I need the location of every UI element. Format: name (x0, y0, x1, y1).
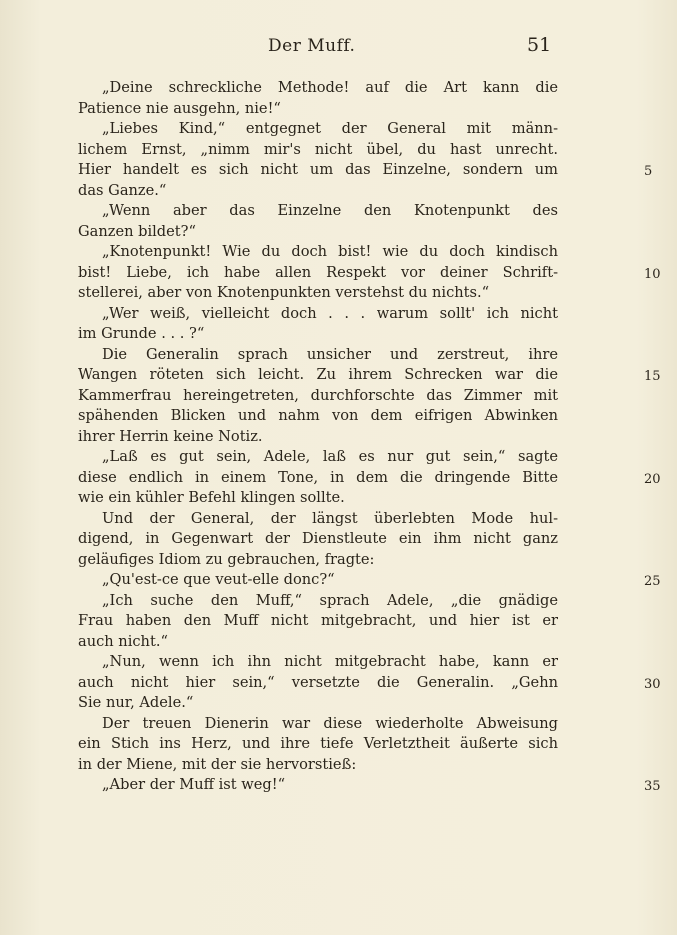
text-line: diese endlich in einem Tone, in dem die dringende Bitte (78, 468, 558, 486)
page-number: 51 (527, 34, 552, 56)
text-line: „Laß es gut sein, Adele, laß es nur gut sein,“ sagte (102, 448, 558, 465)
text-line: „Deine schreckliche Methode! auf die Art kann die (102, 79, 558, 96)
text-line: in der Miene, mit der sie hervorstieß: (78, 755, 357, 773)
text-line: „Ich suche den Muff,“ sprach Adele, „die gnädige (102, 591, 558, 609)
margin-line-number: 10 (644, 266, 661, 282)
text-line: bist! Liebe, ich habe allen Respekt vor deiner Schrift- (78, 263, 558, 281)
text-line: Sie nur, Adele.“ (78, 694, 194, 711)
text-line: Und der General, der längst überlebten Mode hul- (102, 509, 558, 527)
text-line: Kammerfrau hereingetreten, durchforschte das Zimmer mit (78, 386, 558, 404)
margin-line-number: 25 (644, 574, 661, 589)
text-line: Hier handelt es sich nicht um das Einzelne, sondern um (78, 161, 558, 178)
text-line: auch nicht.“ (78, 632, 168, 650)
text-line: digend, in Gegenwart der Dienstleute ein ihm nicht ganz (78, 530, 558, 547)
text-line: „Aber der Muff ist weg!“ (102, 776, 286, 793)
text-line: auch nicht hier sein,“ versetzte die Generalin. „Gehn (78, 673, 558, 691)
text-line: „Wenn aber das Einzelne den Knotenpunkt des (102, 202, 558, 219)
text-line: geläufiges Idiom zu gebrauchen, fragte: (78, 550, 375, 568)
text-line: lichem Ernst, „nimm mir's nicht übel, du hast unrecht. (78, 140, 558, 158)
margin-line-number: 5 (644, 164, 653, 179)
text-line: ein Stich ins Herz, und ihre tiefe Verletztheit äußerte sich (78, 735, 558, 752)
margin-line-number: 35 (644, 779, 661, 794)
margin-line-number: 15 (644, 369, 661, 384)
text-line: Patience nie ausgehn, nie!“ (78, 99, 281, 117)
text-line: Ganzen bildet?“ (78, 222, 196, 240)
text-line: „Nun, wenn ich ihn nicht mitgebracht habe, kann er (102, 653, 558, 670)
text-line: „Liebes Kind,“ entgegnet der General mit männ- (102, 120, 558, 137)
text-line: Wangen röteten sich leicht. Zu ihrem Schrecken war die (78, 366, 558, 383)
margin-line-number: 20 (644, 471, 661, 487)
text-line: spähenden Blicken und nahm von dem eifrigen Abwinken (78, 407, 558, 424)
body-text (78, 78, 661, 796)
margin-line-number: 30 (644, 676, 661, 692)
text-line: Frau haben den Muff nicht mitgebracht, und hier ist er (78, 612, 558, 629)
running-head: Der Muff. (268, 36, 356, 56)
text-line: „Knotenpunkt! Wie du doch bist! wie du doch kindisch (102, 243, 558, 260)
text-line: wie ein kühler Befehl klingen sollte. (78, 489, 345, 506)
text-line: Der treuen Dienerin war diese wiederholte Abweisung (102, 714, 558, 732)
text-line: stellerei, aber von Knotenpunkten verstehst du nichts.“ (78, 284, 490, 301)
text-line: im Grunde . . . ?“ (78, 325, 205, 342)
text-line: „Wer weiß, vielleicht doch . . . warum sollt' ich nicht (102, 304, 558, 322)
text-line: Die Generalin sprach unsicher und zerstreut, ihre (102, 345, 558, 363)
text-line: ihrer Herrin keine Notiz. (78, 427, 263, 445)
text-line: das Ganze.“ (78, 181, 167, 199)
text-line: „Qu'est-ce que veut-elle donc?“ (102, 571, 335, 588)
